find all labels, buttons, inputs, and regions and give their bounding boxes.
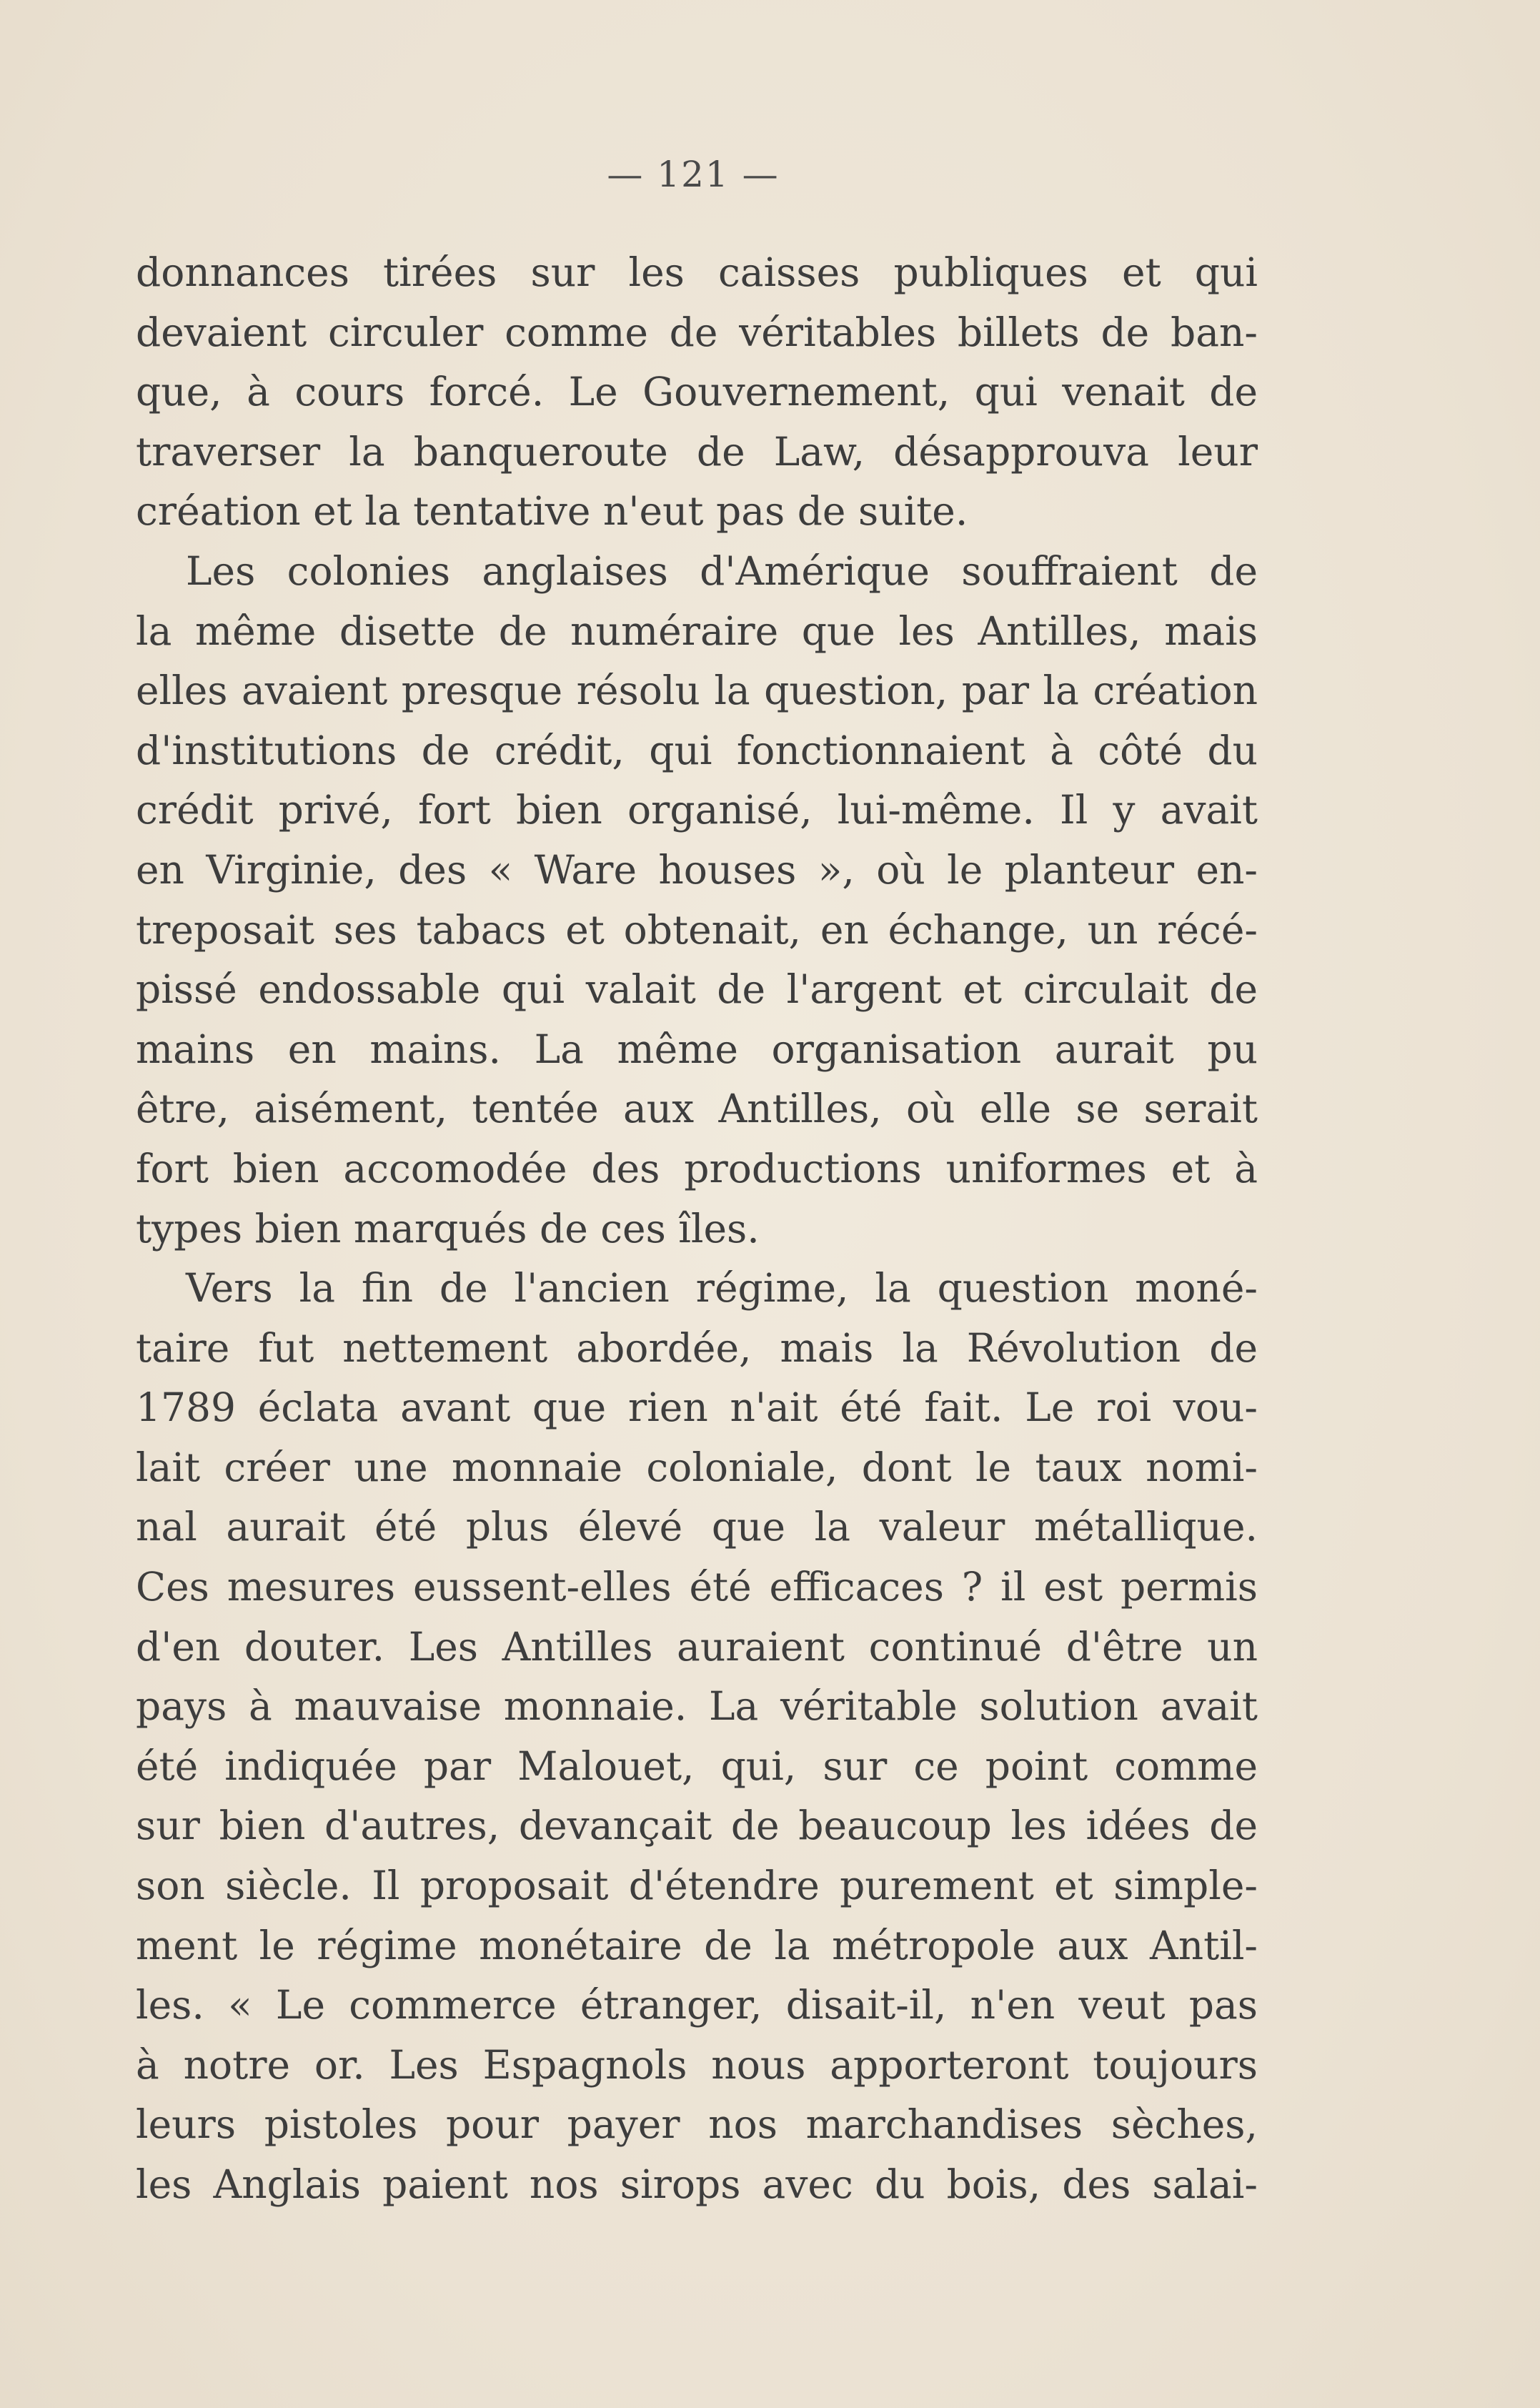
text-line: les Anglais paient nos sirops avec du bois, des salai- xyxy=(136,2161,1258,2207)
text-line: pissé endossable qui valait de l'argent et circulait de xyxy=(136,966,1258,1013)
text-line: leurs pistoles pour payer nos marchandises sèches, xyxy=(136,2101,1258,2148)
text-line: sur bien d'autres, devançait de beaucoup les idées de xyxy=(136,1803,1258,1849)
text-line: que, à cours forcé. Le Gouvernement, qui venait de xyxy=(136,369,1258,415)
text-line: fort bien accomodée des productions uniformes et à xyxy=(136,1145,1258,1191)
text-line: devaient circuler comme de véritables billets de ban- xyxy=(136,309,1258,355)
text-line: traverser la banqueroute de Law, désapprouva leur xyxy=(136,428,1258,475)
text-line: Ces mesures eussent-elles été efficaces ? il est permis xyxy=(136,1564,1258,1610)
text-line: création et la tentative n'eut pas de suite. xyxy=(136,488,968,535)
text-line: en Virginie, des « Ware houses », où le planteur en- xyxy=(136,846,1258,893)
page-number: — 121 — xyxy=(607,154,780,195)
text-line: crédit privé, fort bien organisé, lui-même. Il y avait xyxy=(136,787,1258,833)
text-line: Les colonies anglaises d'Amérique souffraient de xyxy=(186,548,1258,594)
text-line: mains en mains. La même organisation aurait pu xyxy=(136,1026,1258,1072)
text-line: treposait ses tabacs et obtenait, en échange, un récé- xyxy=(136,906,1258,953)
text-line: d'institutions de crédit, qui fonctionnaient à côté du xyxy=(136,727,1258,773)
text-line: les. « Le commerce étranger, disait-il, n'en veut pas xyxy=(136,1982,1258,2028)
text-line: son siècle. Il proposait d'étendre purement et simple- xyxy=(136,1863,1258,1909)
paragraph xyxy=(136,542,1258,1259)
text-line: taire fut nettement abordée, mais la Révolution de xyxy=(136,1324,1258,1371)
text-line: être, aisément, tentée aux Antilles, où elle se serait xyxy=(136,1086,1258,1132)
text-line: ment le régime monétaire de la métropole aux Antil- xyxy=(136,1922,1258,1968)
text-line: nal aurait été plus élevé que la valeur métallique. xyxy=(136,1504,1258,1550)
text-line: elles avaient presque résolu la question, par la création xyxy=(136,668,1258,714)
paragraph xyxy=(136,1259,1258,2215)
text-line: d'en douter. Les Antilles auraient continué d'être un xyxy=(136,1623,1258,1670)
text-line: lait créer une monnaie coloniale, dont le taux nomi- xyxy=(136,1444,1258,1490)
text-line: à notre or. Les Espagnols nous apporteront toujours xyxy=(136,2041,1258,2088)
text-line: types bien marqués de ces îles. xyxy=(136,1205,760,1252)
text-line: pays à mauvaise monnaie. La véritable solution avait xyxy=(136,1683,1258,1730)
text-line: été indiquée par Malouet, qui, sur ce point comme xyxy=(136,1743,1258,1789)
text-line: 1789 éclata avant que rien n'ait été fait. Le roi vou- xyxy=(136,1384,1258,1431)
text-line: la même disette de numéraire que les Antilles, mais xyxy=(136,608,1258,654)
text-line: Vers la fin de l'ancien régime, la question moné- xyxy=(186,1265,1258,1312)
paragraph xyxy=(136,243,1258,542)
text-line: donnances tirées sur les caisses publiques et qui xyxy=(136,249,1258,295)
body-text xyxy=(136,243,1258,2215)
